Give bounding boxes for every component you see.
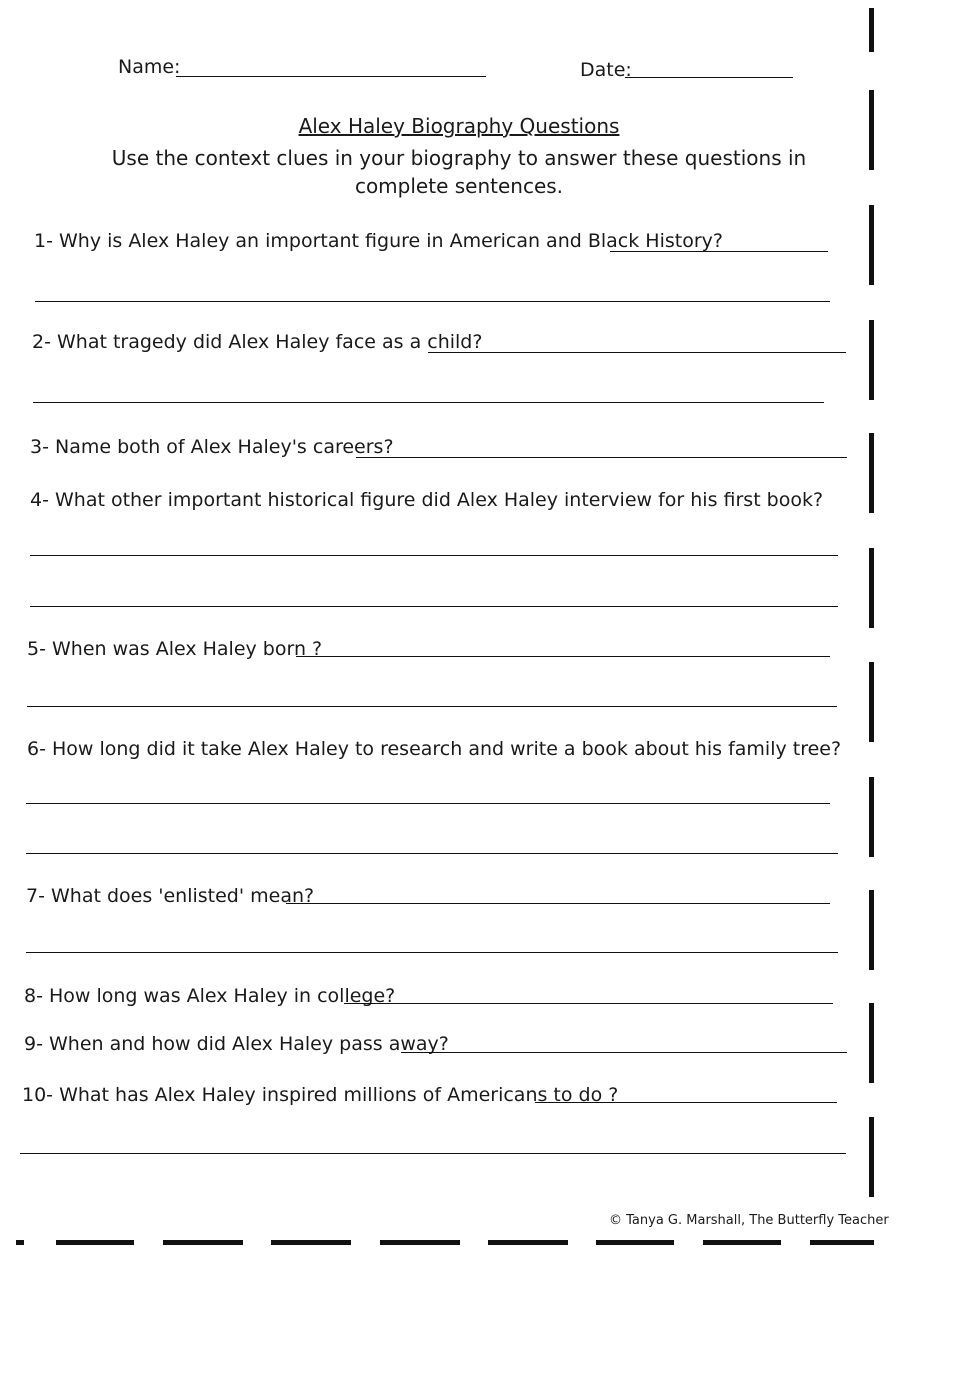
answer-line-7b[interactable] xyxy=(26,952,838,953)
border-dash xyxy=(703,1240,781,1245)
answer-line-1b[interactable] xyxy=(35,301,830,302)
border-dash xyxy=(869,1003,874,1083)
border-dash xyxy=(869,548,874,628)
border-dash xyxy=(869,205,874,285)
border-dash xyxy=(16,1240,24,1245)
question-8: 8- How long was Alex Haley in college? xyxy=(24,985,396,1007)
name-label: Name: xyxy=(118,56,181,78)
border-dash xyxy=(271,1240,351,1245)
question-5: 5- When was Alex Haley born ? xyxy=(27,638,323,660)
question-7: 7- What does 'enlisted' mean? xyxy=(26,885,315,907)
answer-line-6b[interactable] xyxy=(26,853,838,854)
answer-line-5b[interactable] xyxy=(27,706,837,707)
answer-line-9[interactable] xyxy=(401,1052,847,1053)
border-dash xyxy=(869,890,874,970)
date-field[interactable] xyxy=(625,77,793,78)
border-dash xyxy=(869,90,874,170)
answer-line-1a[interactable] xyxy=(610,251,828,252)
border-dash xyxy=(869,8,874,52)
instructions: Use the context clues in your biography to answer these questions in complete sentences. xyxy=(111,146,807,198)
answer-line-10b[interactable] xyxy=(20,1153,846,1154)
border-dash xyxy=(56,1240,134,1245)
border-dash xyxy=(869,777,874,857)
border-dash xyxy=(596,1240,674,1245)
answer-line-6a[interactable] xyxy=(26,803,830,804)
worksheet-title: Alex Haley Biography Questions xyxy=(298,114,620,138)
answer-line-8[interactable] xyxy=(344,1003,833,1004)
border-dash xyxy=(869,662,874,742)
answer-line-2a[interactable] xyxy=(428,352,846,353)
answer-line-5a[interactable] xyxy=(296,656,830,657)
border-dash xyxy=(488,1240,568,1245)
question-10: 10- What has Alex Haley inspired millions of Americans to do ? xyxy=(22,1084,619,1106)
question-6: 6- How long did it take Alex Haley to research and write a book about his family tree? xyxy=(27,738,842,760)
answer-line-4a[interactable] xyxy=(30,555,838,556)
question-9: 9- When and how did Alex Haley pass away? xyxy=(24,1033,449,1055)
answer-line-7a[interactable] xyxy=(286,903,830,904)
copyright-credit: © Tanya G. Marshall, The Butterfly Teacher xyxy=(609,1213,889,1228)
border-dash xyxy=(810,1240,874,1245)
question-4: 4- What other important historical figure did Alex Haley interview for his first book? xyxy=(30,489,824,511)
date-label: Date: xyxy=(580,59,632,81)
question-2: 2- What tragedy did Alex Haley face as a child? xyxy=(32,331,483,353)
border-dash xyxy=(380,1240,460,1245)
name-field[interactable] xyxy=(176,76,486,77)
border-dash xyxy=(869,320,874,400)
answer-line-10a[interactable] xyxy=(535,1102,837,1103)
question-1: 1- Why is Alex Haley an important figure in American and Black History? xyxy=(34,230,723,252)
answer-line-4b[interactable] xyxy=(30,606,838,607)
answer-line-3[interactable] xyxy=(356,457,847,458)
border-dash xyxy=(163,1240,243,1245)
border-dash xyxy=(869,433,874,513)
border-dash xyxy=(869,1117,874,1197)
question-3: 3- Name both of Alex Haley's careers? xyxy=(30,436,394,458)
answer-line-2b[interactable] xyxy=(33,402,824,403)
